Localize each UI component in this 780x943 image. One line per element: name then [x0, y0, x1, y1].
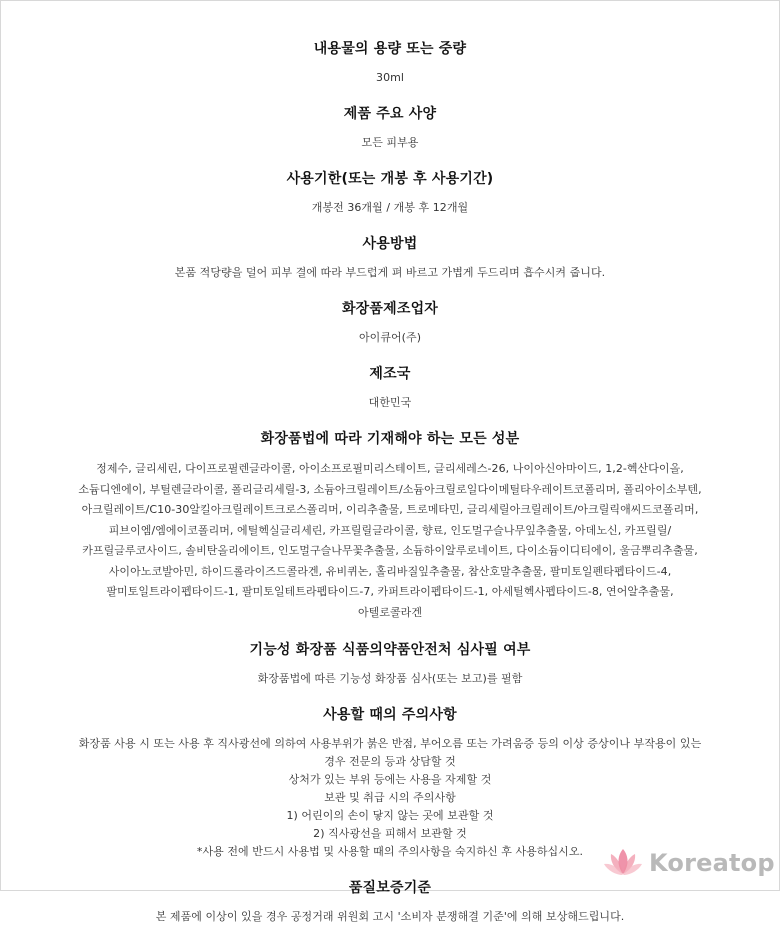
quality-value: 본 제품에 이상이 있을 경우 공정거래 위원회 고시 '소비자 분쟁해결 기준'에 의해 보상해드립니다. [155, 910, 625, 923]
caution-line: 보관 및 취급 시의 주의사항 [324, 791, 456, 804]
ingredients-heading: 화장품법에 따라 기재해야 하는 모든 성분 [260, 431, 520, 447]
functional-value: 화장품법에 따른 기능성 화장품 심사(또는 보고)를 필함 [257, 672, 523, 685]
expiry-heading: 사용기한(또는 개봉 후 사용기간) [286, 171, 494, 187]
caution-heading: 사용할 때의 주의사항 [323, 707, 457, 723]
usage-value: 본품 적당량을 덜어 피부 결에 따라 부드럽게 펴 바르고 가볍게 두드리며 흡수시켜 줍니다. [174, 266, 606, 279]
manufacturer-heading: 화장품제조업자 [341, 301, 439, 317]
section-specs [74, 104, 706, 152]
specs-heading: 제품 주요 사양 [343, 106, 437, 122]
country-heading: 제조국 [369, 366, 411, 382]
expiry-value: 개봉전 36개월 / 개봉 후 12개월 [311, 201, 469, 214]
caution-line: 1) 어린이의 손이 닿지 않는 곳에 보관할 것 [286, 809, 494, 822]
product-info [74, 39, 706, 943]
section-expiry [74, 169, 706, 217]
caution-line: *사용 전에 반드시 사용법 및 사용할 때의 주의사항을 숙지하신 후 사용하십시오. [196, 845, 584, 858]
volume-heading: 내용물의 용량 또는 중량 [313, 41, 467, 57]
manufacturer-value: 아이큐어(주) [358, 331, 422, 344]
section-country [74, 364, 706, 412]
section-ingredients [74, 429, 706, 623]
caution-line: 화장품 사용 시 또는 사용 후 직사광선에 의하여 사용부위가 붉은 반점, 부어오름 또는 가려움증 등의 이상 증상이나 부작용이 있는 [78, 737, 702, 750]
section-volume [74, 39, 706, 87]
section-manufacturer [74, 299, 706, 347]
functional-heading: 기능성 화장품 식품의약품안전처 심사필 여부 [249, 642, 531, 658]
caution-line: 2) 직사광선을 피해서 보관할 것 [313, 827, 467, 840]
koreatop-watermark [603, 841, 776, 885]
section-usage [74, 234, 706, 282]
caution-line: 경우 전문의 등과 상담할 것 [324, 755, 456, 768]
lotus-icon [603, 846, 643, 880]
caution-line: 상처가 있는 부위 등에는 사용을 자제할 것 [288, 773, 492, 786]
ingredients-list: 정제수, 글리세린, 다이프로필렌글라이콜, 아이소프로필미리스테이트, 글리세레스-26, 나이아신아마이드, 1,2-헥산다이올, 소듐디엔에이, 부틸렌글라이콜, 폴리글리세릴-3, 소듐아크릴레이트/소듐아크릴로일다이메틸타우레이트코폴리머, 폴리아이소부텐, 아크릴레이트/C10-30알킬아크릴레이트크로스폴리머, 이리추출물, 트로메타민, 글리세릴아크릴레이트/아크릴릭애씨드코폴리머, 피브이엠/엠에이코폴리머, 에틸헥실글리세린, 카프릴릴글라이콜, 향료, 인도멀구슬나무잎추출물, 아데노신, 카프릴릴/카프릴글루코사이드, 솔비탄올리에이트, 인도멀구슬나무꽃추출물, 소듐하이알루로네이트, 다이소듐이디티에이, 울금뿌리추출물, 사이아노코발아민, 하이드롤라이즈드콜라겐, 유비퀴논, 홀리바질잎추출물, 참산호말추출물, 팔미토일펜타펩타이드-4, 팔미토일트라이펩타이드-1, 팔미토일테트라펩타이드-7, 카퍼트라이펩타이드-1, 아세틸헥사펩타이드-8, 연어알추출물, 아텔로콜라겐 [78, 462, 702, 619]
quality-heading: 품질보증기준 [348, 880, 432, 896]
volume-value: 30ml [376, 71, 404, 84]
section-caution [74, 705, 706, 861]
country-value: 대한민국 [368, 396, 412, 409]
specs-value: 모든 피부용 [361, 136, 419, 149]
section-functional [74, 640, 706, 688]
usage-heading: 사용방법 [362, 236, 418, 252]
section-quality [74, 878, 706, 926]
watermark-text: Koreatop [649, 849, 775, 877]
